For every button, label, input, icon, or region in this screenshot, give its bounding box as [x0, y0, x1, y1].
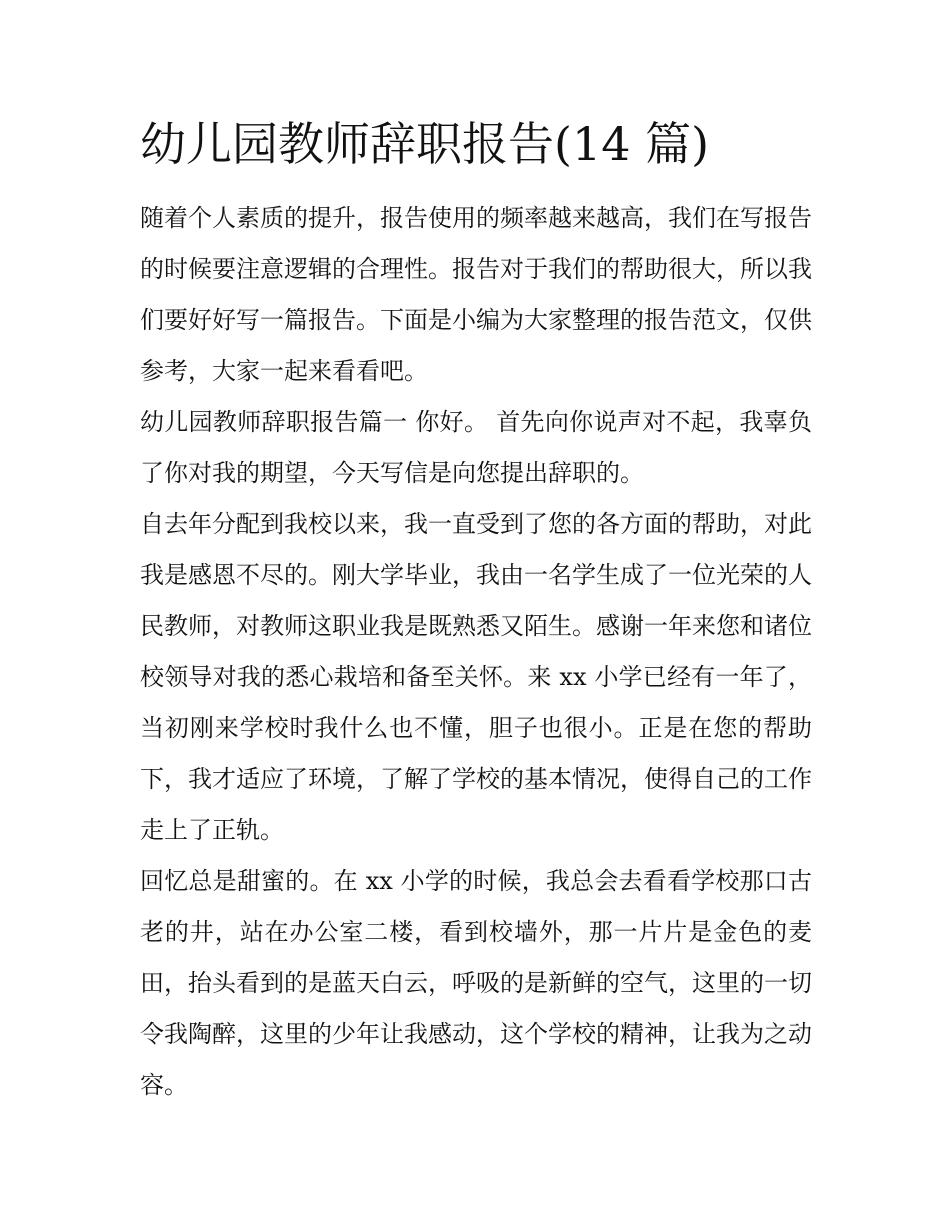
document-title: 幼儿园教师辞职报告(14 篇)	[140, 117, 710, 171]
document-page	[140, 112, 812, 1111]
intro-paragraph: 随着个人素质的提升，报告使用的频率越来越高，我们在写报告的时候要注意逻辑的合理性。报告对于我们的帮助很大，所以我们要好好写一篇报告。下面是小编为大家整理的报告范文，仅供参考，大家一起来看看吧。	[140, 204, 812, 385]
body-paragraph-2: 自去年分配到我校以来，我一直受到了您的各方面的帮助，对此我是感恩不尽的。刚大学毕业，我由一名学生成了一位光荣的人民教师，对教师这职业我是既熟悉又陌生。感谢一年来您和诸位校领导对我的悉心栽培和备至关怀。来 xx 小学已经有一年了，当初刚来学校时我什么也不懂，胆子也很小。正是在您的帮助下，我才适应了环境，了解了学校的基本情况，使得自己的工作走上了正轨。	[140, 510, 812, 844]
body-paragraph-1: 幼儿园教师辞职报告篇一 你好。 首先向你说声对不起，我辜负了你对我的期望，今天写信是向您提出辞职的。	[140, 408, 812, 487]
body-paragraph-3: 回忆总是甜蜜的。在 xx 小学的时候，我总会去看看学校那口古老的井，站在办公室二楼，看到校墙外，那一片片是金色的麦田，抬头看到的是蓝天白云，呼吸的是新鲜的空气，这里的一切令我陶醉，这里的少年让我感动，这个学校的精神，让我为之动容。	[140, 867, 812, 1099]
